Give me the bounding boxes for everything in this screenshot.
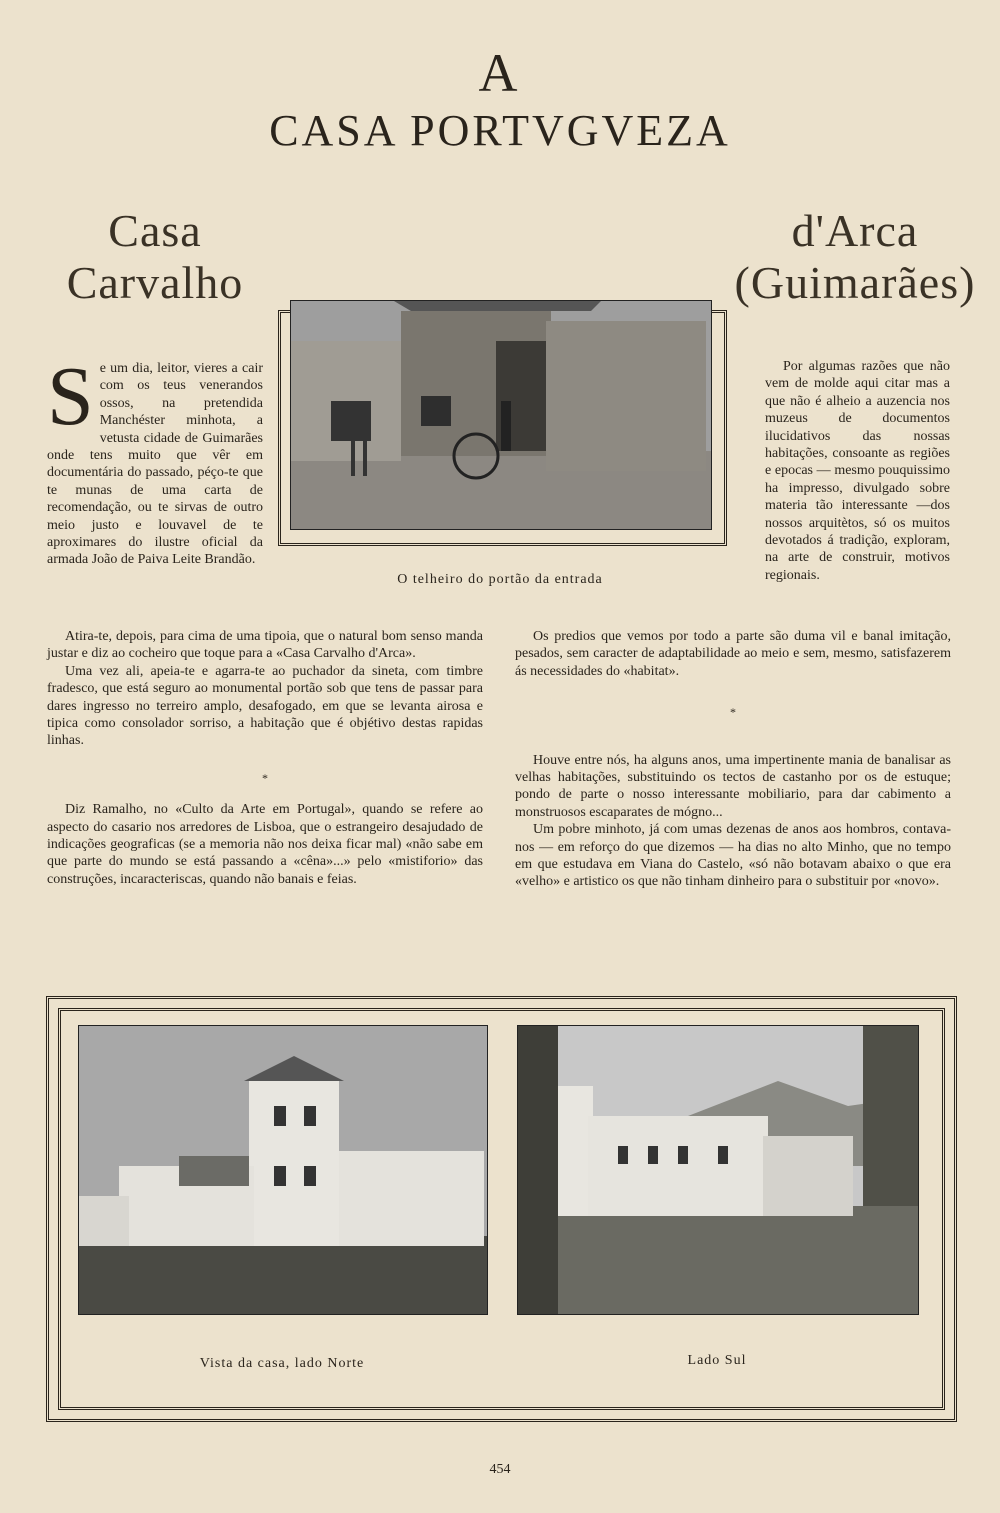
dropcap-letter: S xyxy=(47,350,94,443)
left-column xyxy=(47,350,263,569)
article-title-right-line1: d'Arca xyxy=(791,205,919,256)
top-photo-caption: O telheiro do portão da entrada xyxy=(397,572,603,587)
house-south-illustration xyxy=(518,1026,918,1314)
gate-photo xyxy=(290,300,712,530)
gate-illustration xyxy=(291,301,711,529)
right-paragraph-1: Por algumas razões que não vem de molde aqui citar mas a que não é alheio a auzencia nos muzeus de documentos ilucidativos das nossas habitações, consoante as regiões e epocas — mesmo pouquissimo ha impresso, divulgado sobre materia tão interessante —dos nossos arquitètos, só os muitos devotados á tradição, exploram, na arte de construir, motivos regionais. xyxy=(765,359,950,583)
house-north-illustration xyxy=(79,1026,487,1314)
article-title-right xyxy=(725,205,985,309)
left-paragraph-3: Uma vez ali, apeia-te e agarra-te ao puchador da sineta, com timbre fradesco, que está seguro ao monumental portão sob que tens de passar para dares ingresso no terreiro amplo, desafogado, em que se levanta airosa e tipica como consolador sorriso, a habitação que é objétivo destas rapidas linhas. xyxy=(47,663,483,749)
right-column-lower xyxy=(515,628,951,891)
left-column-lower xyxy=(47,628,483,888)
house-south-photo xyxy=(517,1025,919,1315)
page-number: 454 xyxy=(489,1462,511,1477)
left-paragraph-1: e um dia, leitor, vieres a cair com os teus venerandos ossos, na pretendida Manchéster minhota, a vetusta cidade de Guimarães onde tens muito que vêr em documentária do passado, péço-te que te munas de uma carta de recomendação, ou te sirvas de outro meio justo e louvavel de te aproximares do ilustre oficial da armada João de Paiva Leite Brandão. xyxy=(47,361,263,568)
right-paragraph-2: Os predios que vemos por todo a parte são duma vil e banal imitação, pesados, sem caracter de adaptabilidade ao meio e sem, mesmo, satisfazerem ás necessidades do «habitat». xyxy=(515,629,951,679)
right-paragraph-4: Um pobre minhoto, já com umas dezenas de anos aos hombros, contava-nos — em reforço do que dizemos — ha dias no alto Minho, que no tempo em que estudava em Viana do Castelo, «só não botavam abaixo o que era «velho» e artistico os que não tinham dinheiro para o substituir por «novo». xyxy=(515,822,951,890)
article-title-left-line2: Carvalho xyxy=(66,257,244,308)
house-south-caption: Lado Sul xyxy=(687,1353,747,1368)
section-separator-left: * xyxy=(262,770,268,785)
article-title-right-line2: (Guimarães) xyxy=(734,257,976,308)
section-separator-right: * xyxy=(730,705,736,720)
left-paragraph-2: Atira-te, depois, para cima de uma tipoia, que o natural bom senso manda justar e diz ao cocheiro que toque para a «Casa Carvalho d'Arca». xyxy=(47,629,483,662)
title-letter-a: A xyxy=(478,43,522,103)
right-paragraph-3: Houve entre nós, ha alguns anos, uma impertinente mania de banalisar as velhas habitações, substituindo os tectos de castanho por os de estuque; pondo de parte o nosso interessante mobiliario, para dar cabimento a monstruosos escaparates de mógno... xyxy=(515,752,951,820)
article-title-left xyxy=(40,205,270,309)
right-column xyxy=(765,358,950,584)
article-title-left-line1: Casa xyxy=(108,205,202,256)
house-north-caption: Vista da casa, lado Norte xyxy=(199,1356,365,1371)
page-title: CASA PORTVGVEZA xyxy=(269,106,731,155)
house-north-photo xyxy=(78,1025,488,1315)
left-paragraph-4: Diz Ramalho, no «Culto da Arte em Portugal», quando se refere ao aspecto do casario nos arredores de Lisboa, que o estrangeiro desajudado de indicações geograficas (se a memoria não nos deixa ficar mal) «não sabe em que parte do mundo se está passando a «cêna»...» pelo «mistiforio» das construções, incaracteriscas, quando não banais e feias. xyxy=(47,802,483,887)
